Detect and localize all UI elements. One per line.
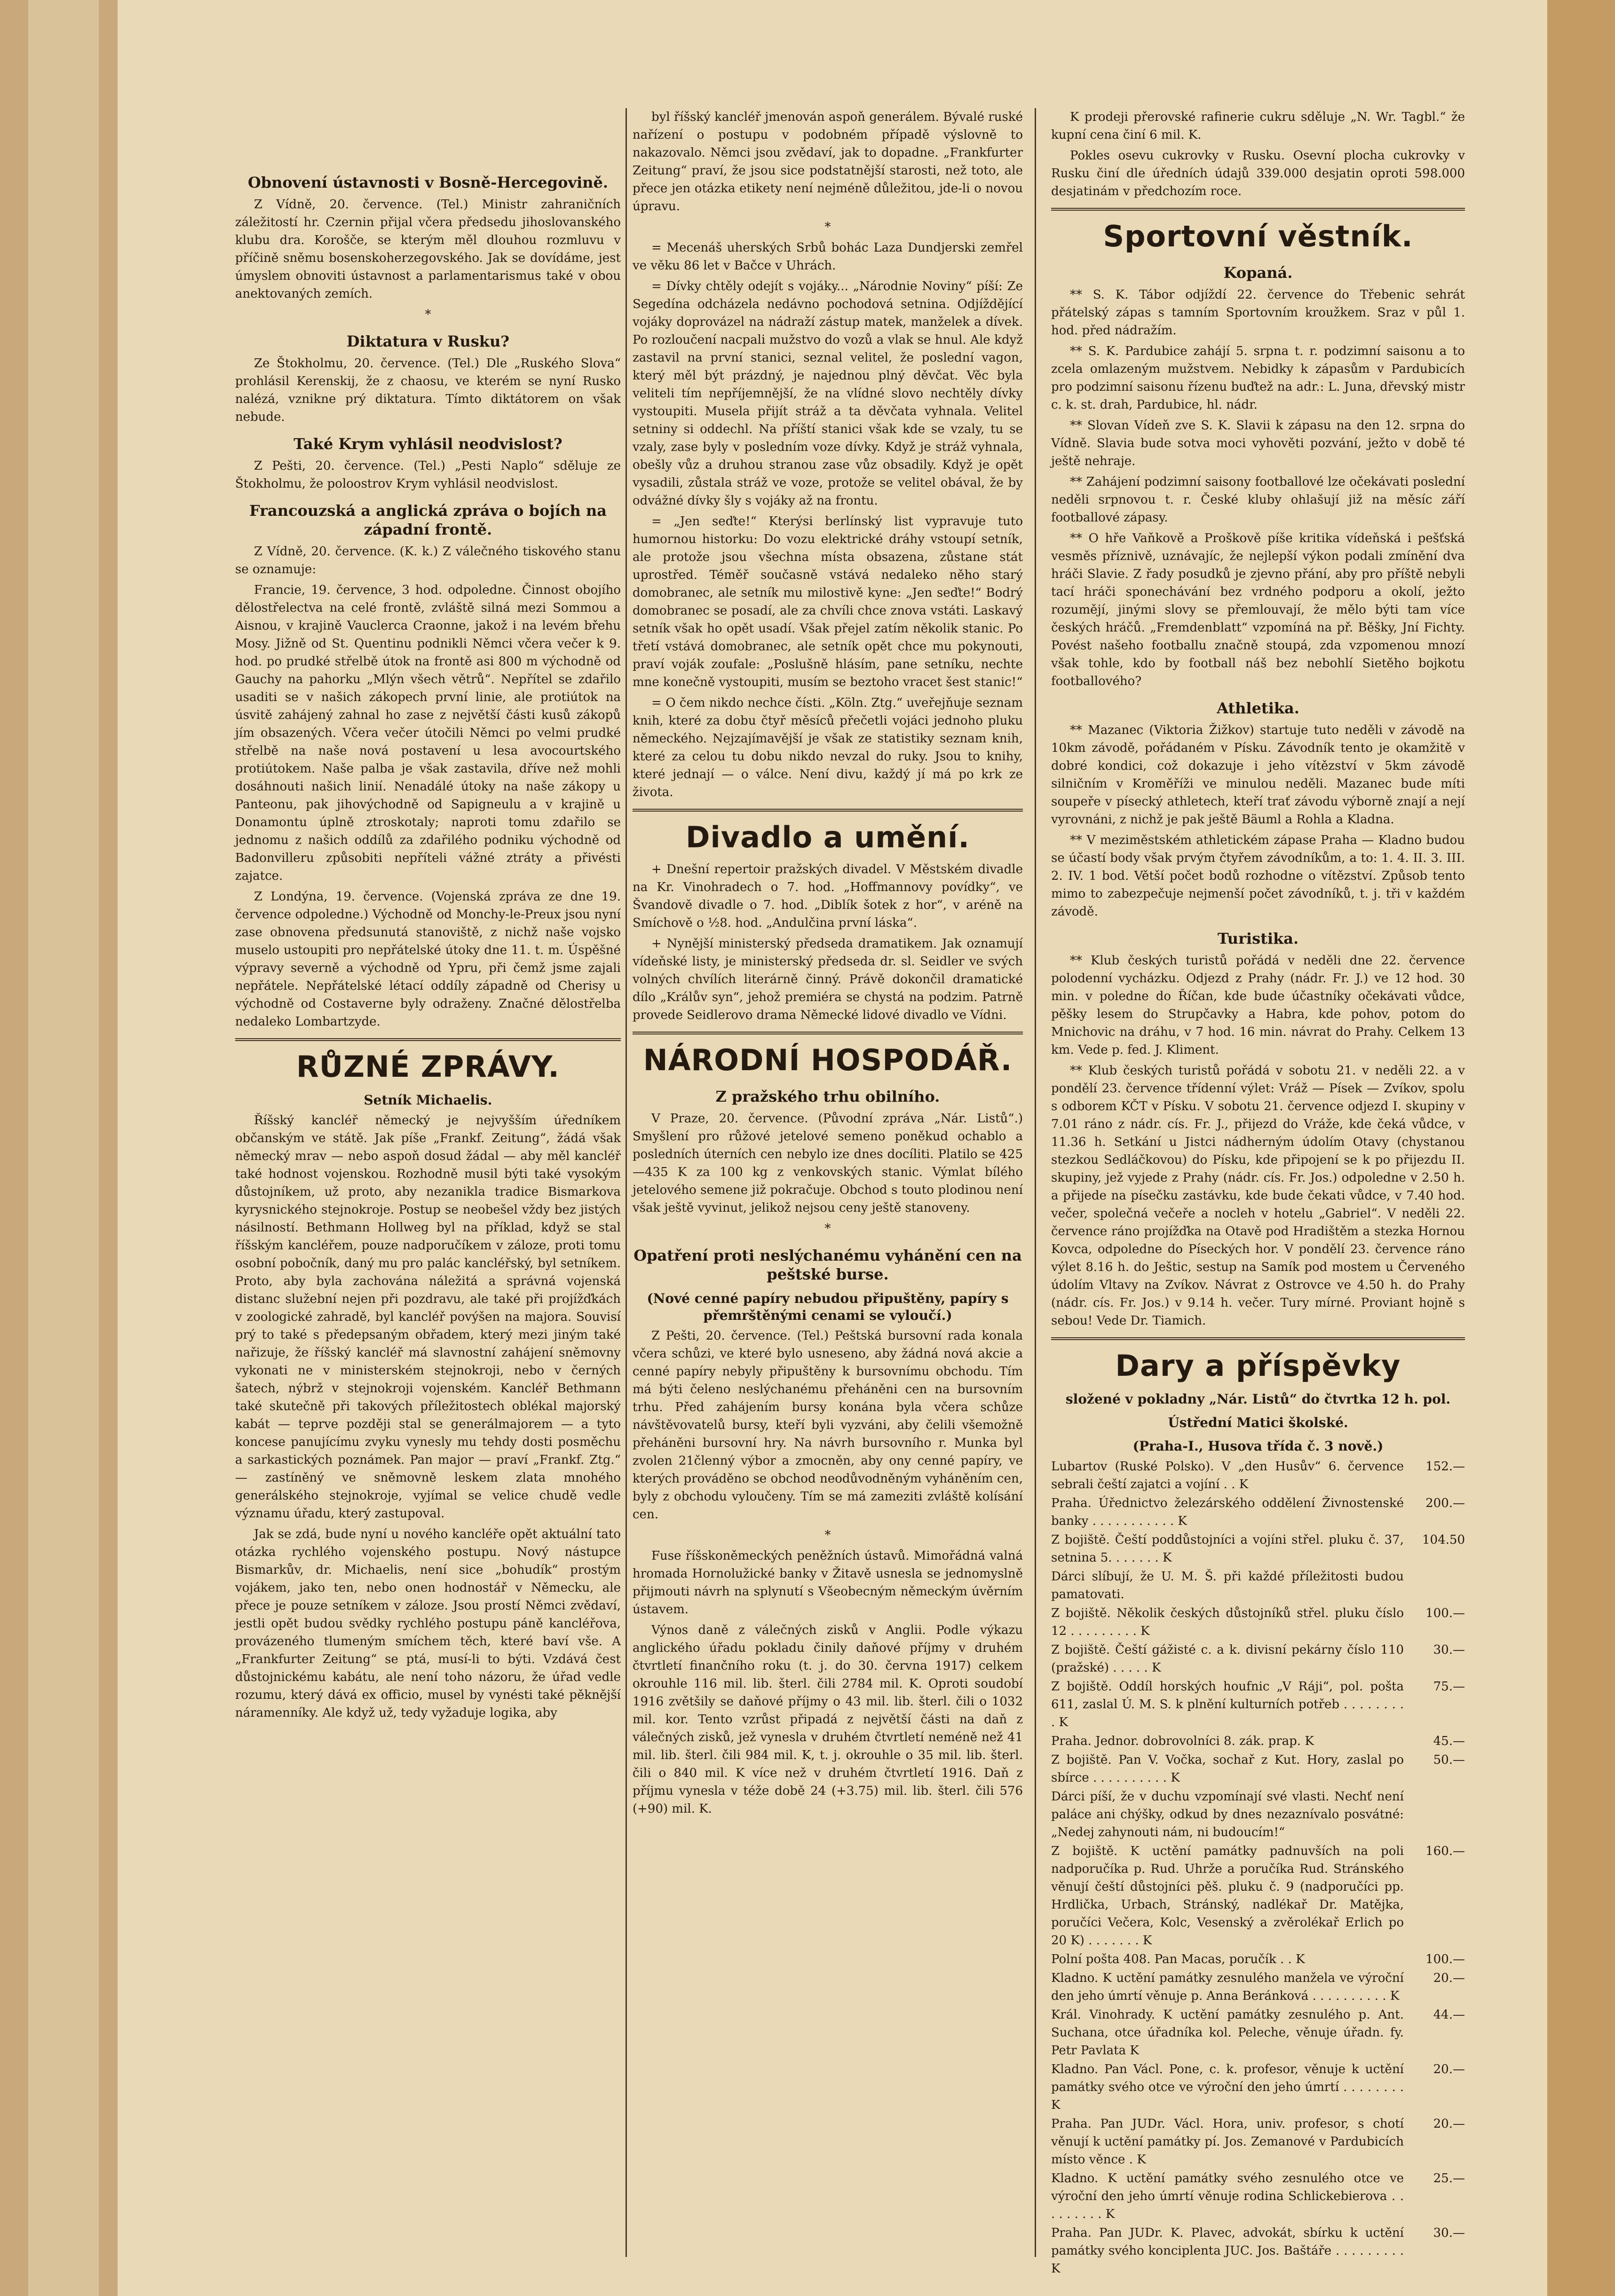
donation-row — [1051, 1458, 1465, 1493]
donation-amount: 30.— — [1433, 2226, 1465, 2240]
donation-amount: 100.— — [1425, 1606, 1465, 1620]
donation-description: Dárci píší, že v duchu vzpomínají své vlasti. Nechť není paláce ani chýšky, odkud by dnes nezaznívalo posvátné: „Nedej zahynouti nám, ni budoucím!“ — [1051, 1790, 1404, 1839]
donation-row — [1051, 1641, 1465, 1677]
article-text: ** S. K. Pardubice zahájí 5. srpna t. r. podzimní saisonu a to zcela omlazeným mužstvem. Nebidky k zápasům v Pardubicích pro podzimní saisonu řízenu buďtež na adr.: L. Juna, dřevský mistr c. k. st. drah, Pardubice, hl. nádr. — [1051, 344, 1465, 412]
donation-amount: 20.— — [1433, 2062, 1465, 2076]
article-text: ** O hře Vaňkově a Proškově píše kritika vídeňská i pešťská vesměs příznivě, uznávajíc, že nejlepší výkon podali zmínění dva hráči Slavie. Z řady posudků je zjevno přání, aby pro příště nebyli tací hráči sponechávání bez vrdného podporu a okolí, ježto rozumějí, jinými slovy se přemlouvají, že mělo býti tam více českých hráčů. „Fremdenblatt“ vzpomíná na př. Běšky, Jní Fichty. Povést našeho footballu značně stoupá, zda vzpomenou mnozí však tohle, kdo by football náš bez nebohlí Sietěho bojkotu footballového? — [1051, 531, 1465, 688]
donation-amount: 25.— — [1433, 2171, 1465, 2186]
donations-recipient: Ústřední Matici školské. — [1168, 1415, 1348, 1430]
article-text: ** Slovan Vídeň zve S. K. Slavii k zápasu na den 12. srpna do Vídně. Slavia bude sotva moci vyhověti pozvání, ježto v době té ještě nehraje. — [1051, 418, 1465, 468]
article-text: + Nynější ministerský předseda dramatikem. Jak oznamují vídeňské listy, je ministerský předseda dr. sl. Seidler ve svých volných chvílích literárně činný. Právě dokončil dramatické dílo „Králův syn“, jehož premiéra se chystá na podzim. Patrně provede Seidlerovo drama Německé lidové divadlo ve Vídni. — [633, 937, 1023, 1022]
article-text: ** Klub českých turistů pořádá v neděli dne 22. července polodenní vycházku. Odjezd z Prahy (nádr. Fr. J.) ve 12 hod. 30 min. v poledne do Říčan, kde bude účastníky očekávati vůdce, pěšky lesem do Strupčavky a Habra, kde pohov, potom do Mnichovic na dráhu, v 7 hod. 16 min. návrat do Prahy. Celkem 13 km. Vede p. fed. J. Kliment. — [1051, 954, 1465, 1057]
donation-list — [1051, 1458, 1465, 2278]
donation-amount: 30.— — [1433, 1643, 1465, 1657]
column-3 — [1051, 108, 1465, 2279]
separator-star: * — [824, 1222, 831, 1236]
donation-description: Kladno. K uctění památky zesnulého manžela ve výroční den jeho úmrtí věnuje p. Anna Beránková . . . . . . . . . . K — [1051, 1971, 1404, 2003]
donation-row — [1051, 2115, 1465, 2169]
section-divider — [1051, 208, 1465, 211]
section-banner-sport: Sportovní věstník. — [1103, 219, 1413, 253]
donation-amount: 104.50 — [1422, 1533, 1465, 1547]
section-banner-narodni-hospodar: NÁRODNÍ HOSPODÁŘ. — [643, 1043, 1013, 1077]
section-banner-dary: Dary a příspěvky — [1115, 1349, 1401, 1383]
article-text: ** Mazanec (Viktoria Žižkov) startuje tuto neděli v závodě na 10km závodě, pořádaném v Písku. Závodník tento je okamžitě v dobré kondici, což dokazuje i jeho vítězství v 5km závodě silničním v Kroměříži ve minulou neděli. Mazanec bude míti soupeře v písecký athletech, kteří trať závodu výborně znají a nejí vyrovnáni, z nichž je pak ještě Bäuml a Rohla a Kladna. — [1051, 723, 1465, 827]
article-text: Ze Štokholmu, 20. července. (Tel.) Dle „Ruského Slova“ prohlásil Kerenskij, že z chaosu, ve kterém se nyní Rusko nalézá, vznikne prý diktatura. Tímto diktátorem on však nebude. — [235, 356, 621, 424]
headline-dictatorship: Diktatura v Rusku? — [346, 332, 510, 350]
headline-bosnia: Obnovení ústavnosti v Bosně-Hercegovině. — [247, 174, 609, 191]
section-divider — [1051, 1337, 1465, 1340]
donation-description: Z bojiště. Čeští poddůstojníci a vojíni střel. pluku č. 37, setnina 5. . . . . . . K — [1051, 1533, 1404, 1565]
donation-description: Kladno. Pan Václ. Pone, c. k. profesor, věnuje k uctění památky svého otce ve výroční den jeho úmrtí . . . . . . . . K — [1051, 2062, 1404, 2112]
donation-amount: 20.— — [1433, 2117, 1465, 2131]
donation-amount: 44.— — [1433, 2008, 1465, 2022]
headline-athletics: Athletika. — [1217, 699, 1299, 717]
article-text: = Dívky chtěly odejít s vojáky... „Národnie Noviny“ píší: Ze Segedína odcházela nedávno pochodová setnina. Odjíždějící vojáky doprovázel na nádraží zástup matek, manželek a dívek. Po rozloučení nacpali mužstvo do vozů a vlak se hnul. Ale když zastavil na první stanici, seznal velitel, že poslední vagon, který měl být prázdný, je najednou plný děvčat. Věc byla veliteli tím nepříjemnější, že na vlídné slovo nechtěly dívky vystoupiti. Musela přijít stráž a ta děvčata vyhnala. Velitel setniny si oddechl. Na příští stanici však kde se vzaly, tu se vzaly, zase byly v posledním voze dívky. Když je stráž vyhnala, obešly vůz a druhou stranou zase vůz obsadily. Když je opět vysadili, zůstala stráž ve voze, protože se velitel obával, že by odvážné dívky šly s vojáky až na frontu. — [633, 279, 1023, 508]
donation-row — [1051, 1950, 1465, 1968]
donation-amount: 20.— — [1433, 1971, 1465, 1985]
article-text: Fuse říšskoněmeckých peněžních ústavů. Mimořádná valná hromada Hornolužické banky v Žitavě usnesla se jednomyslně přijmouti návrh na splynutí s Všeobecným německým úvěrním ústavem. — [633, 1549, 1023, 1617]
donation-description: Dárci slíbují, že U. M. Š. při každé příležitosti budou pamatovati. — [1051, 1570, 1404, 1602]
article-text: + Dnešní repertoir pražských divadel. V Městském divadle na Kr. Vinohradech o 7. hod. „Hoffmannovy povídky“, ve Švandově divadle o 7. hod. „Diblík šotek z hor“, v aréně na Smíchově o ½8. hod. „Andulčina první láska“. — [633, 862, 1023, 930]
donation-description: Praha. Pan JUDr. K. Plavec, advokát, sbírku k uctění památky svého konciplenta JUC. Jos. Baštáře . . . . . . . . . K — [1051, 2226, 1404, 2276]
donation-description: Král. Vinohrady. K uctění památky zesnulého p. Ant. Suchana, otce úřadníka kol. Peleche, věnuje úřadn. fy. Petr Pavlata K — [1051, 2008, 1404, 2058]
article-text: Z Londýna, 19. července. (Vojenská zpráva ze dne 19. července odpoledne.) Východně od Monchy-le-Preux jsou nyní zase obnovena předsunutá stanoviště, z nichž naše vojsko muselo ustoupiti pro nepřátelské útoky dne 11. t. m. Úspěšné výpravy severně a východně od Ypru, při čemž jsme zajali nepřátele. Nepřátelské létací oddíly západně od Cherisy u východně od Costaverne byly odraženy. Značné dělostřelba nedaleko Lombartzyde. — [235, 890, 621, 1029]
donation-description: Z bojiště. K uctění památky padnuvších na poli nadporučíka p. Rud. Uhrže a poručíka Rud. Stránského věnují čeští důstojníci pěš. pluku č. 9 (nadporučíci pp. Hrdlička, Urbach, Stránský, nadlékař Dr. Matějka, poručíci Večera, Kolc, Vesenský a zvěrolékař Erlich po 20 K) . . . . . . . K — [1051, 1844, 1404, 1948]
donation-description: Polní pošta 408. Pan Macas, poručík . . K — [1051, 1952, 1305, 1966]
headline-crimea: Také Krym vyhlásil neodvislost? — [293, 435, 562, 453]
article-text: ** S. K. Tábor odjíždí 22. července do Třebenic sehrát přátelský zápas s tamním Sportovním kroužkem. Sraz v půl 1. hod. před nádražím. — [1051, 288, 1465, 338]
article-text: = O čem nikdo nechce čísti. „Köln. Ztg.“ uveřejňuje seznam knih, které za dobu čtyř měsíců přečetli vojáci jednoho pluku německého. Nejzajímavější je však ze statistiky seznam knih, které za celou tu dobu nikdo nevzal do ruky. Jsou to knihy, které jednají — o válce. Není divu, každý jí má po krk ze života. — [633, 696, 1023, 799]
article-text: ** Klub českých turistů pořádá v sobotu 21. v neděli 22. a v pondělí 23. července třídenní výlet: Vráž — Písek — Zvíkov, spolu s odborem KČT v Písku. V sobotu 21. července odjezd I. skupiny v 7.01 ráno z nádr. cís. Fr. J., přijezd do Vráže, kde čeká vůdce, v 11.36 h. Setkání u Jistci nádherným údolím Otavy (chystanou stezkou Sedláčkovou) do Písku, kde připojení se k po přijezdu II. skupiny, jež vyjede z Prahy (nádr. cís. Fr. Jos.) odpoledne v 2.50 h. a přijede na písečku zastávku, kde bude čekati vůdce, v 7.40 hod. večer, společná večeře a nocleh v hotelu „Gabriel“. V neděli 22. července ráno projížďka na Otavě pod Hradištěm a stezka Hornou Kovca, odpoledne do Píseckých hor. V pondělí 23. července ráno výlet 8.16 h. do Ještic, sestup na Samík pod mostem u Červeného údolím Vltavy na Zvíkov. Návrat z Ostrovce ve 4.50 h. do Prahy (nádr. cís. Fr. Jos.) v 9.14 h. večer. Tury mírné. Proviant hojně s sebou! Vede Dr. Tiamich. — [1051, 1064, 1465, 1328]
article-text: Francie, 19. července, 3 hod. odpoledne. Činnost obojího dělostřelectva na celé frontě, zvláště silná mezi Sommou a Aisnou, v krajině Vauclerca Craonne, jakož i na levém břehu Mosy. Jižně od St. Quentinu podnikli Němci včera večer k 9. hod. po prudké střelbě útok na frontě asi 800 m východně od Gauchy na pahorku „Mlýn všech větrů“. Nepřítel se zdařilo usaditi se v našich zákopech první linie, ale protiútok na úsvitě zahájený zahnal ho zase z největší části kusů zákopů jím obsazených. Včera večer útočili Němci po velmi prudké střelbě na naše nová postavení u lesa avocourtského protiútokem. Naše palba je však zastavila, dříve než mohli dosáhnouti našich linií. Nenadálé útoky na naše zákopy u Panteonu, pak jihovýchodně od Sapigneulu a v krajině u Donamontu úplně ztroskotaly; naproti tomu zdařilo se jednomu z našich oddílů za zdařilého podniku východně od Badonvilleru způsobiti nepříteli vážné ztráty a přivésti zajatce. — [235, 583, 621, 883]
article-text: Pokles osevu cukrovky v Rusku. Osevní plocha cukrovky v Rusku činí dle úředních údajů 339.000 desjatin oproti 598.000 desjatinám v předchozím roce. — [1051, 149, 1465, 198]
donation-row — [1051, 2006, 1465, 2059]
donation-amount — [1413, 1788, 1465, 1841]
donation-description: Kladno. K uctění památky svého zesnulého otce ve výroční den jeho úmrtí věnuje rodina Schlickebierova . . . . . . . . . K — [1051, 2171, 1404, 2221]
headline-grain-market: Z pražského trhu obilního. — [715, 1088, 940, 1105]
donation-description: Praha. Úřednictvo železárského oddělení Živnostenské banky . . . . . . . . . . . K — [1051, 1496, 1404, 1528]
donation-row — [1051, 1969, 1465, 2005]
article-text: byl říšský kancléř jmenován aspoň generálem. Bývalé ruské nařízení o postupu v podobném případě výslovně to nakazovalo. Němci jsou zvědaví, jak to dopadne. „Frankfurter Zeitung“ praví, že jsou sice podstatnější starosti, než toto, ale přece jen otázka etikety není nejméně důležitou, jde-li o novou úpravu. — [633, 110, 1023, 213]
separator-star: * — [425, 308, 431, 322]
article-text: Z Vídně, 20. července. (Tel.) Ministr zahraničních záležitostí hr. Czernin přijal včera předsedu jihoslovanského klubu dra. Korošče, se kterým měl dlouhou rozmluvu v příčině sněmu bosenskoherzegovského. Jak se dovídáme, jest úmyslem obnoviti ústavnost a parlamentarismus také v obou anektovaných zemích. — [235, 197, 621, 301]
donation-row — [1051, 1531, 1465, 1567]
donation-row — [1051, 1604, 1465, 1640]
column-1 — [235, 165, 621, 1725]
section-divider — [633, 809, 1023, 812]
subheadline-stock-exchange: (Nové cenné papíry nebudou připuštěny, papíry s přemrštěnými cenami se vyloučí.) — [647, 1291, 1009, 1323]
page-border — [1547, 0, 1615, 2296]
column-2 — [633, 108, 1023, 1821]
donation-description: Praha. Jednor. dobrovolníci 8. zák. prap. K — [1051, 1734, 1314, 1748]
donation-row — [1051, 1751, 1465, 1787]
donation-row — [1051, 2060, 1465, 2114]
article-text: Říšský kancléř německý je nejvyšším úředníkem občanským ve státě. Jak píše „Frankf. Zeitung“, žádá však německý mrav — nebo aspoň dosud žádal — aby měl kancléř také hodnost vojenskou. Rozhodně musil býti také vysokým důstojníkem, už proto, aby nezanikla tradice Bismarkova kyrysnického stejnokroje. Postup se neobešel vždy bez jistých násilností. Bethmann Hollweg byl na příklad, když se stal říšským kancléřem, pouze nadporučíkem v záloze, proti tomu osobní pobočník, daný mu pro palác kancléřský, byl setníkem. Proto, aby byla zachována náležitá a správná vojenská distanc služební nejen při pozdravu, ale také při projížďkách v zoologické zahradě, byl kancléř povýšen na majora. Souvisí prý to také s předepsaným obřadem, který mezi jiným také nařizuje, že říšský kancléř má slavnostní zahájení sněmovny vykonati ne v ministerském stejnokroji, nebo v černých šatech, nýbrž v stejnokroji vojenském. Kancléř Bethmann také skutečně při takových příležitostech oblékal majorský kabát — teprve později stal se generálmajorem — a tyto koncese panujícímu zvyku vynesly mu tehdy dosti posměchu a sarkastických poznámek. Pan major — praví „Frankf. Ztg.“ — zastíněný ve sněmovně leskem zlata mnohého generálského stejnokroje, vyjímal se velice chudě vedle významu úřadu, který zastupoval. — [235, 1113, 621, 1521]
article-text: ** Zahájení podzimní saisony footballové lze očekávati poslední neděli srpnovou t. r. České kluby ohlašují již na měsíc září footballové zápasy. — [1051, 475, 1465, 525]
donation-amount: 75.— — [1433, 1680, 1465, 1694]
article-text: Z Pešti, 20. července. (Tel.) „Pesti Naplo“ sděluje ze Štokholmu, že poloostrov Krym vyhlásil neodvislost. — [235, 459, 621, 491]
donation-amount — [1413, 1568, 1465, 1603]
article-text: V Praze, 20. července. (Původní zpráva „Nár. Listů“.) Smyšlení pro růžové jetelové semeno poněkud ochablo a posledních úterních cen nebylo ize dnes docíliti. Platilo se 425—435 K za 100 kg z venkovských stanic. Výmlat bílého jetelového semene již pokračuje. Obchod s touto plodinou není však ještě vyvinut, jelikož nejsou ceny ještě stanoveny. — [633, 1112, 1023, 1215]
donation-description: Z bojiště. Oddíl horských houfnic „V Ráji“, pol. pošta 611, zaslal Ú. M. S. k plnění kulturních potřeb . . . . . . . . . K — [1051, 1680, 1404, 1729]
article-text: K prodeji přerovské rafinerie cukru sděluje „N. Wr. Tagbl.“ že kupní cena činí 6 mil. K. — [1051, 110, 1465, 142]
headline-michaelis: Setník Michaelis. — [364, 1092, 492, 1108]
donation-description: Z bojiště. Několik českých důstojníků střel. pluku číslo 12 . . . . . . . . . K — [1051, 1606, 1404, 1638]
donation-amount: 100.— — [1425, 1952, 1465, 1966]
headline-western-front: Francouzská a anglická zpráva o bojích na západní frontě. — [249, 502, 607, 538]
section-banner-ruzne-zpravy: RŮZNÉ ZPRÁVY. — [296, 1049, 560, 1084]
donation-row — [1051, 1678, 1465, 1731]
donation-row — [1051, 1842, 1465, 1949]
donation-amount: 45.— — [1433, 1734, 1465, 1748]
donation-description: Z bojiště. Čeští gážisté c. a k. divisní pekárny číslo 110 (pražské) . . . . . K — [1051, 1643, 1404, 1675]
donation-row — [1051, 2224, 1465, 2278]
section-divider — [235, 1038, 621, 1041]
article-text: ** V meziměstském athletickém zápase Praha — Kladno budou se účastí body však prvým čtyřem závodníkům, a to: 1. 4. II. 3. III. 2. IV. 1 bod. Větší počet bodů rozhodne o vítězství. Způsob tento mimo to zabezpečuje nejmenší počet závodníků, t. j. tři v každém závodě. — [1051, 833, 1465, 919]
donations-address: (Praha-I., Husova třída č. 3 nově.) — [1132, 1438, 1384, 1454]
donation-row — [1051, 1568, 1465, 1603]
article-text: Jak se zdá, bude nyní u nového kancléře opět aktuální tato otázka rychlého vojenského postupu. Nový nástupce Bismarkův, dr. Michaelis, není sice „bohudík“ prostým vojákem, jako ten, nebo onen hodnostář v Německu, ale přece je pouze setníkem v záloze. Jsou prostí Němci zvědaví, jestli opět budou svědky rychlého postupu páně kancléřova, provázeného tlumeným smíchem těch, které baví vše. A „Frankfurter Zeitung“ se ptá, musí-li to býti. Vzdává čest důstojnickému kabátu, ale není toho názoru, že úřad vedle rozumu, který dává ex officio, musel by vynésti také pěknější náramenníky. Ale když už, tedy vyžaduje logika, aby — [235, 1527, 621, 1720]
donation-row — [1051, 2170, 1465, 2223]
donation-amount: 200.— — [1425, 1496, 1465, 1510]
separator-star: * — [824, 220, 831, 234]
donation-description: Z bojiště. Pan V. Vočka, sochař z Kut. Hory, zaslal po sbírce . . . . . . . . . . K — [1051, 1753, 1404, 1785]
article-text: Výnos daně z válečných zisků v Anglii. Podle výkazu anglického úřadu pokladu činily daňové příjmy v druhém čtvrtletí finančního roku (t. j. do 30. června 1917) celkem okrouhle 116 mil. lib. šterl. čili 2784 mil. K. Oproti soudobí 1916 zvětšily se daňové příjmy o 43 mil. lib. šterl. čili o 1032 mil. kor. Tento vzrůst připadá z největší části na daň z válečných zisků, jež vynesla v druhém čtvrtletí neméně než 41 mil. lib. šterl. čili 984 mil. K, t. j. okrouhle o 35 mil. lib. šterl. čili o 840 mil. K více než v druhém čtvrtletí 1916. Daň z příjmu vynesla v téže době 24 (+3.75) mil. lib. šterl. čili 576 (+90) mil. K. — [633, 1623, 1023, 1816]
headline-stock-exchange: Opatření proti neslýchanému vyhánění cen na peštské burse. — [633, 1247, 1022, 1283]
headline-football: Kopaná. — [1223, 264, 1293, 282]
donation-amount: 160.— — [1425, 1844, 1465, 1858]
section-divider — [633, 1032, 1023, 1034]
torn-page-edge — [28, 0, 99, 2296]
separator-star: * — [824, 1528, 831, 1542]
section-banner-divadlo: Divadlo a umění. — [686, 820, 970, 854]
donation-amount: 152.— — [1425, 1460, 1465, 1474]
donation-row — [1051, 1494, 1465, 1530]
article-text: Z Pešti, 20. července. (Tel.) Peštská bursovní rada konala včera schůzi, ve které bylo usneseno, aby žádná nová akcie a cenné papíry nebyly připuštěny k bursovnímu obchodu. Tím má býti čeleno neslýchanému přeháněni cen na bursovním trhu. Před zahájením bursy konána byla včera schůze návštěvovatelů bursy, kteří byli vyzváni, aby čelili všemožně přeháněni bursovní hry. Na návrh bursovního r. Munka byl zvolen 21členný výbor a zmocněn, aby ony cenné papíry, ve kterých prováděno se obchod neodůvodněným vyháněním cen, byly z obchodu vyloučeny. Tím se má zameziti zvláště kolísání cen. — [633, 1329, 1023, 1522]
donation-amount: 50.— — [1433, 1753, 1465, 1767]
donation-row — [1051, 1732, 1465, 1750]
donation-description: Lubartov (Ruské Polsko). V „den Husův“ 6. července sebrali čeští zajatci a vojíní . . K — [1051, 1460, 1404, 1491]
article-text: = Mecenáš uherských Srbů bohác Laza Dundjerski zemřel ve věku 86 let v Bačce v Uhrách. — [633, 241, 1023, 273]
donations-subtitle: složené v pokladny „Nár. Listů“ do čtvrtka 12 h. pol. — [1065, 1391, 1451, 1407]
donation-row — [1051, 1788, 1465, 1841]
donation-description: Praha. Pan JUDr. Václ. Hora, univ. profesor, s chotí věnují k uctění památky pí. Jos. Zemanové v Pardubicích místo věnce . K — [1051, 2117, 1404, 2167]
article-text: = „Jen seďte!“ Kterýsi berlínský list vypravuje tuto humornou historku: Do vozu elektrické dráhy vstoupí setník, ale protože jsou všechna místa obsazena, zůstane stát uprostřed. Téměř současně vstává nedaleko něho starý domobranec, ale setník mu milostivě kyne: „Jen seďte!“ Bodrý domobranec se posadí, ale za chvíli chce znova vstáti. Laskavý setník však ho opět usadí. Však přejel zatím několik stanic. Po třetí vstává domobranec, ale setník opět chce mu pokynouti, praví voják zoufale: „Poslušně hlásím, pane setníku, nechte mne konečně vystoupiti, musím se beztoho vracet šest stanic!“ — [633, 514, 1023, 689]
column-rule — [625, 108, 627, 2257]
column-rule — [1035, 108, 1036, 2257]
headline-tourism: Turistika. — [1217, 930, 1299, 947]
article-text: Z Vídně, 20. července. (K. k.) Z válečného tiskového stanu se oznamuje: — [235, 544, 621, 576]
